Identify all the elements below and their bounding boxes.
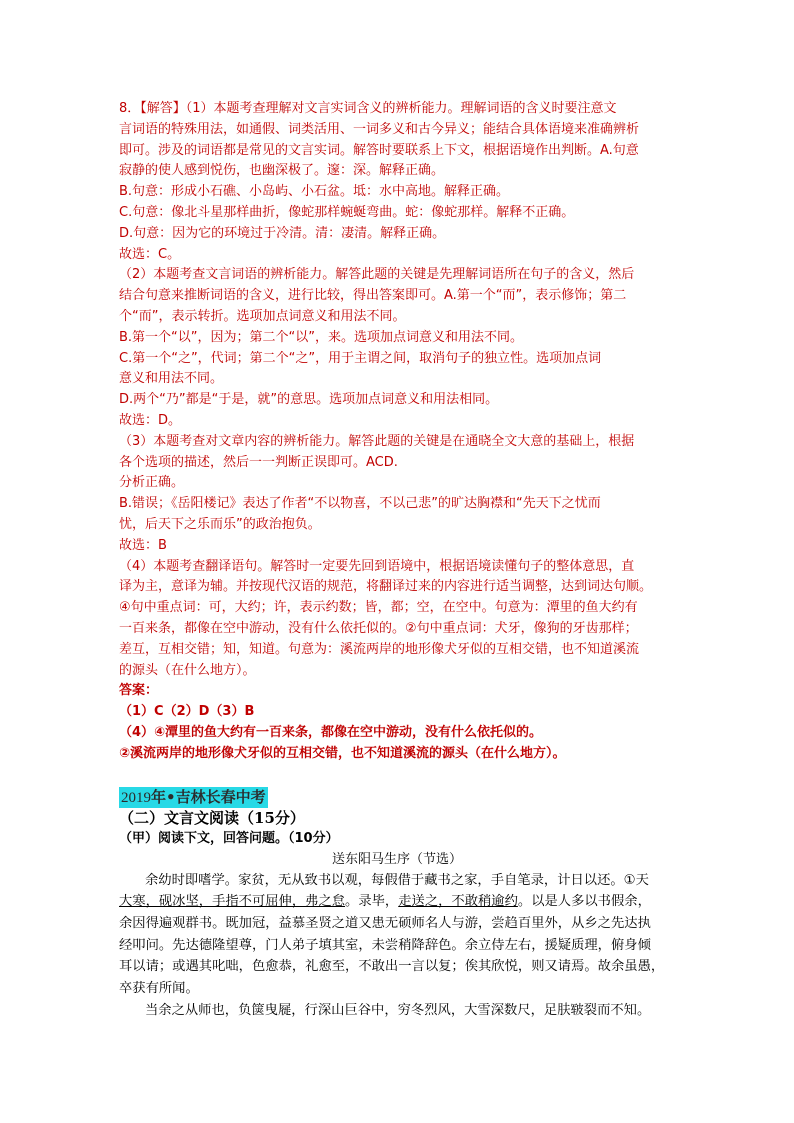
explanation-line: 故选：C。 — [119, 246, 181, 262]
passage-line: 余因得遍观群书。既加冠，益慕圣贤之道又患无硕师名人与游，尝趋百里外，从乡之先达执 — [119, 915, 651, 931]
explanation-line: 寂静的使人感到悦伤，也幽深极了。邃：深。解释正确。 — [119, 163, 445, 179]
answer-line: ②溪流两岸的地形像犬牙似的互相交错，也不知道溪流的源头（在什么地方）。 — [119, 745, 566, 761]
explanation-line: B.错误；《岳阳楼记》表达了作者“不以物喜，不以己悲”的旷达胸襟和“先天下之忧而 — [119, 496, 601, 512]
passage-title: 送东阳马生序（节选） — [331, 851, 462, 867]
explanation-line: （2）本题考查文言词语的辨析能力。解答此题的关键是先理解词语所在句子的含义，然后 — [119, 267, 635, 283]
explanation-line: 结合句意来推断词语的含义，进行比较，得出答案即可。A.第一个“而”，表示修饰；第二 — [119, 288, 627, 304]
tag-source: 年•吉林长春中考 — [151, 787, 266, 806]
passage-body — [119, 870, 675, 1022]
answer-line: （4）④潭里的鱼大约有一百来条，都像在空中游动，没有什么依托似的。 — [119, 724, 543, 740]
explanation-line: 分析正确。 — [119, 475, 185, 491]
passage-line: 大寒，砚冰坚，手指不可屈伸，弗之怠。录毕，走送之，不敢稍逾约。以是人多以书假余， — [119, 894, 651, 910]
explanation-line: 故选：B — [119, 537, 167, 553]
spacer — [119, 765, 675, 787]
section-subheading: （甲）阅读下文，回答问题。（10分） — [119, 830, 339, 846]
explanation-line: 意义和用法不同。 — [119, 371, 224, 387]
answer-line: （1）C（2）D（3）B — [119, 704, 255, 720]
page-content — [119, 99, 675, 1021]
explanation-line: 即可。涉及的词语都是常见的文言实词。解答时要联系上下文，根据语境作出判断。A.句意 — [119, 142, 639, 158]
explanation-line: （3）本题考查对文章内容的辨析能力。解答此题的关键是在通晓全文大意的基础上，根据 — [119, 433, 635, 449]
underlined-sentence: 走送之，不敢稍逾约 — [398, 894, 518, 910]
explanation-line: B.句意：形成小石礁、小岛屿、小石盆。坻：水中高地。解释正确。 — [119, 184, 510, 200]
tag-year: 2019 — [121, 789, 151, 806]
passage-line: 耳以请；或遇其叱咄，色愈恭，礼愈至，不敢出一言以复；俟其欣悦，则又请焉。故余虽愚， — [119, 959, 665, 975]
explanation-line: 故选：D。 — [119, 412, 182, 428]
explanation-line: 8．【解答】（1）本题考查理解对文言实词含义的辨析能力。理解词语的含义时要注意文 — [119, 101, 617, 116]
explanation-line: 忧，后天下之乐而乐”的政治抱负。 — [119, 516, 321, 532]
explanation-line: 言词语的特殊用法，如通假、词类活用、一词多义和古今异义；能结合具体语境来准确辨析 — [119, 121, 640, 137]
explanation-line: 差互，互相交错；知，知道。句意为：溪流两岸的地形像犬牙似的互相交错，也不知道溪流 — [119, 641, 640, 657]
passage-line: 余幼时即嗜学。家贫，无从致书以观，每假借于藏书之家，手自笔录，计日以还。①天 — [145, 872, 649, 888]
explanation-line: ④句中重点词：可，大约；许，表示约数；皆，都；空，在空中。句意为：潭里的鱼大约有 — [119, 600, 638, 616]
passage-line: 经叩问。先达德隆望尊，门人弟子填其室，未尝稍降辞色。余立侍左右，援疑质理，俯身倾 — [119, 937, 651, 953]
underlined-sentence: 大寒，砚冰坚，手指不可屈伸，弗之怠 — [119, 894, 346, 910]
explanation-line: （4）本题考查翻译语句。解答时一定要先回到语境中，根据语境读懂句子的整体意思，直 — [119, 558, 635, 574]
explanation-line: 个“而”，表示转折。选项加点词意义和用法不同。 — [119, 308, 406, 324]
answer-label: 答案： — [119, 683, 159, 699]
explanation-line: D.两个“乃”都是“于是，就”的意思。选项加点词意义和用法相同。 — [119, 392, 499, 408]
explanation-line: C.句意：像北斗星那样曲折，像蛇那样蜿蜒弯曲。蛇：像蛇那样。解释不正确。 — [119, 204, 575, 220]
answer-explanation — [119, 99, 675, 765]
explanation-line: 的源头（在什么地方）。 — [119, 662, 256, 678]
passage-line: 当余之从师也，负箧曳屣，行深山巨谷中，穷冬烈风，大雪深数尺，足肤皲裂而不知。 — [145, 1002, 651, 1018]
explanation-line: 译为主，意译为辅。并按现代汉语的规范，将翻译过来的内容进行适当调整，达到词达句顺。 — [119, 579, 653, 595]
explanation-line: C.第一个“之”，代词；第二个“之”，用于主谓之间，取消句子的独立性。选项加点词 — [119, 350, 602, 366]
exam-source-tag — [119, 787, 675, 808]
passage-line: 卒获有所闻。 — [119, 981, 199, 997]
explanation-line: D.句意：因为它的环境过于冷清。清：凄清。解释正确。 — [119, 225, 446, 241]
section-heading: （二）文言文阅读（15分） — [119, 808, 305, 827]
explanation-line: B.第一个“以”，因为；第二个“以”，来。选项加点词意义和用法不同。 — [119, 329, 523, 345]
explanation-line: 各个选项的描述，然后一一判断正误即可。ACD. — [119, 454, 398, 470]
explanation-line: 一百来条，都像在空中游动，没有什么依托似的。②句中重点词：犬牙，像狗的牙齿那样； — [119, 620, 638, 636]
